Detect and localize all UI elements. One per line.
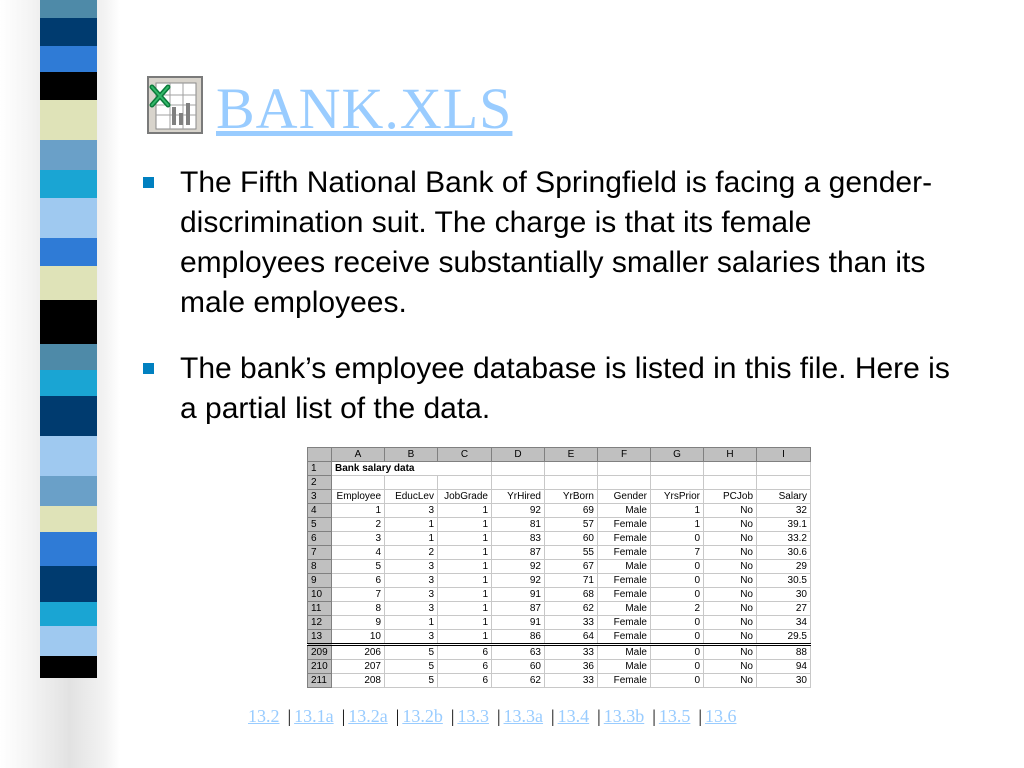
table-cell: 91 (492, 588, 545, 602)
table-cell: 1 (651, 518, 704, 532)
table-cell: 207 (332, 660, 385, 674)
table-cell: 62 (492, 674, 545, 688)
table-cell: 88 (757, 645, 811, 660)
table-cell: Male (598, 602, 651, 616)
table-cell: 33 (545, 645, 598, 660)
table-cell: 1 (438, 630, 492, 645)
table-cell: Female (598, 574, 651, 588)
table-cell: 83 (492, 532, 545, 546)
stripe-segment (40, 506, 97, 532)
table-cell: 3 (385, 602, 438, 616)
row-header: 9 (308, 574, 332, 588)
column-header: E (545, 448, 598, 462)
table-cell (651, 462, 704, 476)
stripe-segment (40, 656, 97, 678)
table-cell: Female (598, 616, 651, 630)
table-cell: 3 (385, 504, 438, 518)
table-row (308, 532, 811, 546)
table-cell: 3 (332, 532, 385, 546)
link-separator: | (496, 706, 501, 726)
stripe-segment (40, 100, 97, 140)
table-cell: 30.6 (757, 546, 811, 560)
bullet-square-icon (143, 363, 154, 374)
field-header-cell: PCJob (704, 490, 757, 504)
row-header: 8 (308, 560, 332, 574)
table-cell: 0 (651, 616, 704, 630)
column-header: A (332, 448, 385, 462)
excel-file-icon (146, 75, 204, 135)
corner-cell (308, 448, 332, 462)
row-header: 11 (308, 602, 332, 616)
row-header: 13 (308, 630, 332, 645)
table-cell: 7 (651, 546, 704, 560)
table-cell: 208 (332, 674, 385, 688)
link-separator: | (551, 706, 555, 726)
table-row (308, 546, 811, 560)
table-cell (545, 462, 598, 476)
table-cell: Female (598, 588, 651, 602)
stripe-segment (40, 72, 97, 100)
table-cell (651, 476, 704, 490)
table-cell (545, 476, 598, 490)
table-cell: Female (598, 546, 651, 560)
table-cell: 30.5 (757, 574, 811, 588)
table-cell: 0 (651, 630, 704, 645)
stripe-segment (40, 370, 97, 396)
row-header: 210 (308, 660, 332, 674)
table-cell: No (704, 560, 757, 574)
table-cell: 87 (492, 546, 545, 560)
table-cell: Male (598, 660, 651, 674)
table-row (308, 574, 811, 588)
table-cell (598, 462, 651, 476)
column-header: H (704, 448, 757, 462)
table-cell (598, 476, 651, 490)
table-cell: 6 (438, 674, 492, 688)
table-cell: 6 (438, 660, 492, 674)
row-header: 5 (308, 518, 332, 532)
table-cell (492, 462, 545, 476)
table-cell: No (704, 518, 757, 532)
table-cell: 69 (545, 504, 598, 518)
stripe-segment (40, 532, 97, 566)
link-separator: | (341, 706, 346, 726)
table-cell: 0 (651, 645, 704, 660)
row-header: 12 (308, 616, 332, 630)
table-cell: 92 (492, 504, 545, 518)
column-header: I (757, 448, 811, 462)
table-cell (704, 476, 757, 490)
table-cell: Male (598, 504, 651, 518)
table-cell: 92 (492, 574, 545, 588)
table-cell: 5 (385, 660, 438, 674)
table-cell: 1 (332, 504, 385, 518)
stripe-segment (40, 396, 97, 436)
table-cell: 1 (438, 546, 492, 560)
table-cell: Male (598, 560, 651, 574)
bullet-square-icon (143, 177, 154, 188)
stripe-segment (40, 300, 97, 344)
table-cell (704, 462, 757, 476)
sheet-title-cell: Bank salary data (332, 462, 492, 476)
table-cell (492, 476, 545, 490)
table-cell: Female (598, 518, 651, 532)
table-cell: 29.5 (757, 630, 811, 645)
table-cell: No (704, 532, 757, 546)
field-header-cell: YrBorn (545, 490, 598, 504)
table-cell: 71 (545, 574, 598, 588)
table-cell: 5 (385, 674, 438, 688)
table-cell: 1 (438, 588, 492, 602)
table-cell: 29 (757, 560, 811, 574)
table-cell: 0 (651, 532, 704, 546)
row-header: 7 (308, 546, 332, 560)
field-header-cell: YrsPrior (651, 490, 704, 504)
table-cell: 4 (332, 546, 385, 560)
section-link[interactable]: 13.1a (294, 706, 334, 726)
table-row (308, 616, 811, 630)
table-cell: Male (598, 645, 651, 660)
section-link[interactable]: 13.2a (348, 706, 388, 726)
table-cell: 91 (492, 616, 545, 630)
table-cell: No (704, 602, 757, 616)
link-separator: | (287, 706, 292, 726)
section-link[interactable]: 13.5 (658, 706, 691, 726)
column-header: B (385, 448, 438, 462)
section-link[interactable]: 13.3b (603, 706, 645, 726)
table-cell: 55 (545, 546, 598, 560)
table-cell: 1 (438, 560, 492, 574)
bullet-text: The Fifth National Bank of Springfield is facing a gender-discrimination suit. The charge is that its female employees receive substantially smaller salaries than its male employees. (180, 166, 933, 319)
section-link[interactable]: 13.3a (503, 706, 544, 726)
table-cell: No (704, 574, 757, 588)
field-header-cell: JobGrade (438, 490, 492, 504)
table-cell: 2 (385, 546, 438, 560)
table-cell: 2 (332, 518, 385, 532)
stripe-segment (40, 436, 97, 476)
table-cell: 5 (332, 560, 385, 574)
table-cell: 1 (385, 616, 438, 630)
table-cell: 27 (757, 602, 811, 616)
table-cell: 1 (438, 532, 492, 546)
column-header: F (598, 448, 651, 462)
table-cell (757, 476, 811, 490)
table-row (308, 518, 811, 532)
table-cell: 87 (492, 602, 545, 616)
table-cell: 0 (651, 560, 704, 574)
table-cell: 81 (492, 518, 545, 532)
table-row (308, 630, 811, 645)
table-cell (757, 462, 811, 476)
stripe-segment (40, 170, 97, 198)
table-cell: 6 (438, 645, 492, 660)
stripe-segment (40, 18, 97, 46)
table-cell: 94 (757, 660, 811, 674)
table-cell: No (704, 588, 757, 602)
field-header-cell: Salary (757, 490, 811, 504)
field-header-cell: YrHired (492, 490, 545, 504)
link-separator: | (652, 706, 656, 726)
bullet-text: The bank’s employee database is listed in this file. Here is a partial list of the data. (180, 352, 950, 425)
bullet-item (143, 349, 963, 429)
stripe-segment (40, 566, 97, 602)
link-separator: | (395, 706, 400, 726)
column-header: G (651, 448, 704, 462)
table-cell (385, 476, 438, 490)
column-header: D (492, 448, 545, 462)
stripe-segment (40, 0, 97, 18)
row-header: 10 (308, 588, 332, 602)
link-separator: | (698, 706, 702, 726)
table-cell: 6 (332, 574, 385, 588)
row-header: 2 (308, 476, 332, 490)
table-cell: 57 (545, 518, 598, 532)
table-row (308, 660, 811, 674)
table-cell: 1 (438, 504, 492, 518)
table-cell: 34 (757, 616, 811, 630)
section-link[interactable]: 13.6 (704, 706, 737, 726)
table-cell: 1 (385, 532, 438, 546)
table-cell: No (704, 616, 757, 630)
table-cell: No (704, 630, 757, 645)
table-row (308, 602, 811, 616)
table-cell: 3 (385, 588, 438, 602)
spreadsheet-table (307, 447, 811, 688)
column-header: C (438, 448, 492, 462)
table-cell: 1 (385, 518, 438, 532)
table-cell: No (704, 546, 757, 560)
stripe-segment (40, 266, 97, 300)
bullet-list (143, 163, 963, 455)
table-cell: No (704, 504, 757, 518)
table-cell: 64 (545, 630, 598, 645)
table-cell: 62 (545, 602, 598, 616)
stripe-segment (40, 602, 97, 626)
table-cell: 1 (438, 602, 492, 616)
row-header: 4 (308, 504, 332, 518)
table-row (308, 504, 811, 518)
table-cell: No (704, 660, 757, 674)
table-cell: 10 (332, 630, 385, 645)
table-cell: 30 (757, 674, 811, 688)
section-link[interactable]: 13.3 (457, 706, 489, 726)
table-cell: 1 (438, 518, 492, 532)
stripe-segment (40, 626, 97, 656)
table-cell: 0 (651, 660, 704, 674)
table-cell: 0 (651, 674, 704, 688)
table-cell: 1 (651, 504, 704, 518)
section-link[interactable]: 13.4 (557, 706, 590, 726)
table-cell: 33 (545, 616, 598, 630)
table-cell: 33 (545, 674, 598, 688)
table-cell: 39.1 (757, 518, 811, 532)
navigation-links (248, 706, 736, 727)
table-cell: 5 (385, 645, 438, 660)
decorative-stripe (40, 0, 97, 768)
table-cell: 32 (757, 504, 811, 518)
slide-title[interactable]: BANK.XLS (216, 76, 513, 141)
table-row (308, 588, 811, 602)
link-separator: | (597, 706, 601, 726)
field-header-cell: Employee (332, 490, 385, 504)
bullet-item (143, 163, 963, 323)
field-header-cell: Gender (598, 490, 651, 504)
table-cell: 60 (492, 660, 545, 674)
section-link[interactable]: 13.2b (402, 706, 443, 726)
table-cell: 3 (385, 630, 438, 645)
table-cell: 86 (492, 630, 545, 645)
table-row (308, 674, 811, 688)
table-cell: 7 (332, 588, 385, 602)
row-header: 3 (308, 490, 332, 504)
stripe-segment (40, 140, 97, 170)
table-cell: Female (598, 630, 651, 645)
table-cell: Female (598, 532, 651, 546)
section-link[interactable]: 13.2 (248, 706, 280, 726)
row-header: 1 (308, 462, 332, 476)
stripe-segment (40, 198, 97, 238)
table-cell: 0 (651, 574, 704, 588)
table-cell: 8 (332, 602, 385, 616)
table-cell: 92 (492, 560, 545, 574)
table-cell: 3 (385, 560, 438, 574)
link-separator: | (450, 706, 455, 726)
table-cell: 2 (651, 602, 704, 616)
table-cell: 0 (651, 588, 704, 602)
table-cell: 33.2 (757, 532, 811, 546)
table-cell (332, 476, 385, 490)
table-cell: 1 (438, 616, 492, 630)
stripe-segment (40, 238, 97, 266)
table-cell: 36 (545, 660, 598, 674)
stripe-segment (40, 476, 97, 506)
table-cell: Female (598, 674, 651, 688)
table-cell: 206 (332, 645, 385, 660)
table-cell: 68 (545, 588, 598, 602)
table-cell: 3 (385, 574, 438, 588)
table-cell: 60 (545, 532, 598, 546)
table-row (308, 560, 811, 574)
row-header: 209 (308, 645, 332, 660)
row-header: 6 (308, 532, 332, 546)
row-header: 211 (308, 674, 332, 688)
table-cell (438, 476, 492, 490)
table-cell: 1 (438, 574, 492, 588)
table-cell: No (704, 645, 757, 660)
table-row (308, 645, 811, 660)
stripe-segment (40, 46, 97, 72)
table-cell: 67 (545, 560, 598, 574)
table-cell: 63 (492, 645, 545, 660)
table-cell: 30 (757, 588, 811, 602)
table-cell: No (704, 674, 757, 688)
field-header-cell: EducLev (385, 490, 438, 504)
table-cell: 9 (332, 616, 385, 630)
stripe-segment (40, 344, 97, 370)
